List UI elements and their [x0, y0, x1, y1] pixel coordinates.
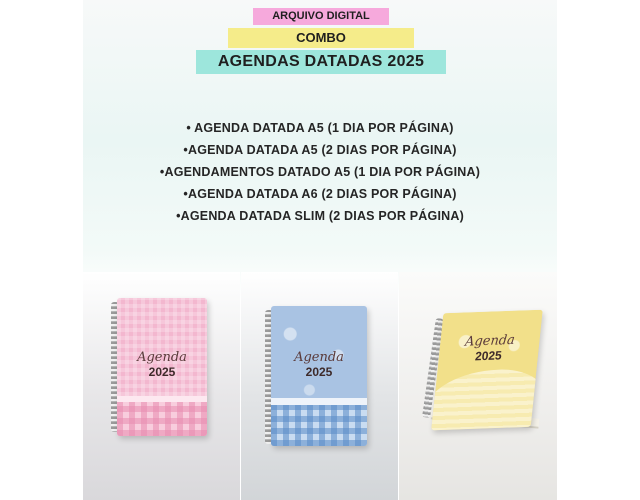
- cover-year-text: 2025: [305, 365, 333, 379]
- cover-year-text: 2025: [474, 348, 503, 364]
- cover-script-text: Agenda: [137, 350, 187, 365]
- cover-band: [271, 398, 367, 405]
- list-item: •AGENDA DATADA SLIM (2 DIAS POR PÁGINA): [176, 209, 464, 223]
- list-item: •AGENDA DATADA A6 (2 DIAS POR PÁGINA): [183, 187, 457, 201]
- blue-planner-cover: [271, 306, 367, 446]
- combo-tag: COMBO: [228, 28, 414, 48]
- yellow-planner-cover: [431, 310, 543, 431]
- digital-file-tag: ARQUIVO DIGITAL: [253, 8, 389, 25]
- cover-year-text: 2025: [148, 365, 176, 379]
- blue-planner-photo: [241, 272, 398, 500]
- cover-plaid-pattern: [271, 405, 367, 446]
- list-item: •AGENDA DATADA A5 (2 DIAS POR PÁGINA): [183, 143, 457, 157]
- page-title: AGENDAS DATADAS 2025: [196, 50, 446, 74]
- pink-planner-photo: [83, 272, 240, 500]
- product-list: [140, 117, 500, 227]
- yellow-planner-photo: [399, 272, 557, 500]
- pink-planner-cover: [117, 298, 207, 436]
- cover-script-text: Agenda: [294, 350, 344, 365]
- list-item: • AGENDA DATADA A5 (1 DIA POR PÁGINA): [186, 121, 454, 135]
- cover-wave-pattern: [431, 368, 543, 430]
- list-item: •AGENDAMENTOS DATADO A5 (1 DIA POR PÁGINA): [159, 165, 481, 179]
- cover-script-text: Agenda: [464, 332, 516, 350]
- cover-plaid-pattern: [117, 402, 207, 436]
